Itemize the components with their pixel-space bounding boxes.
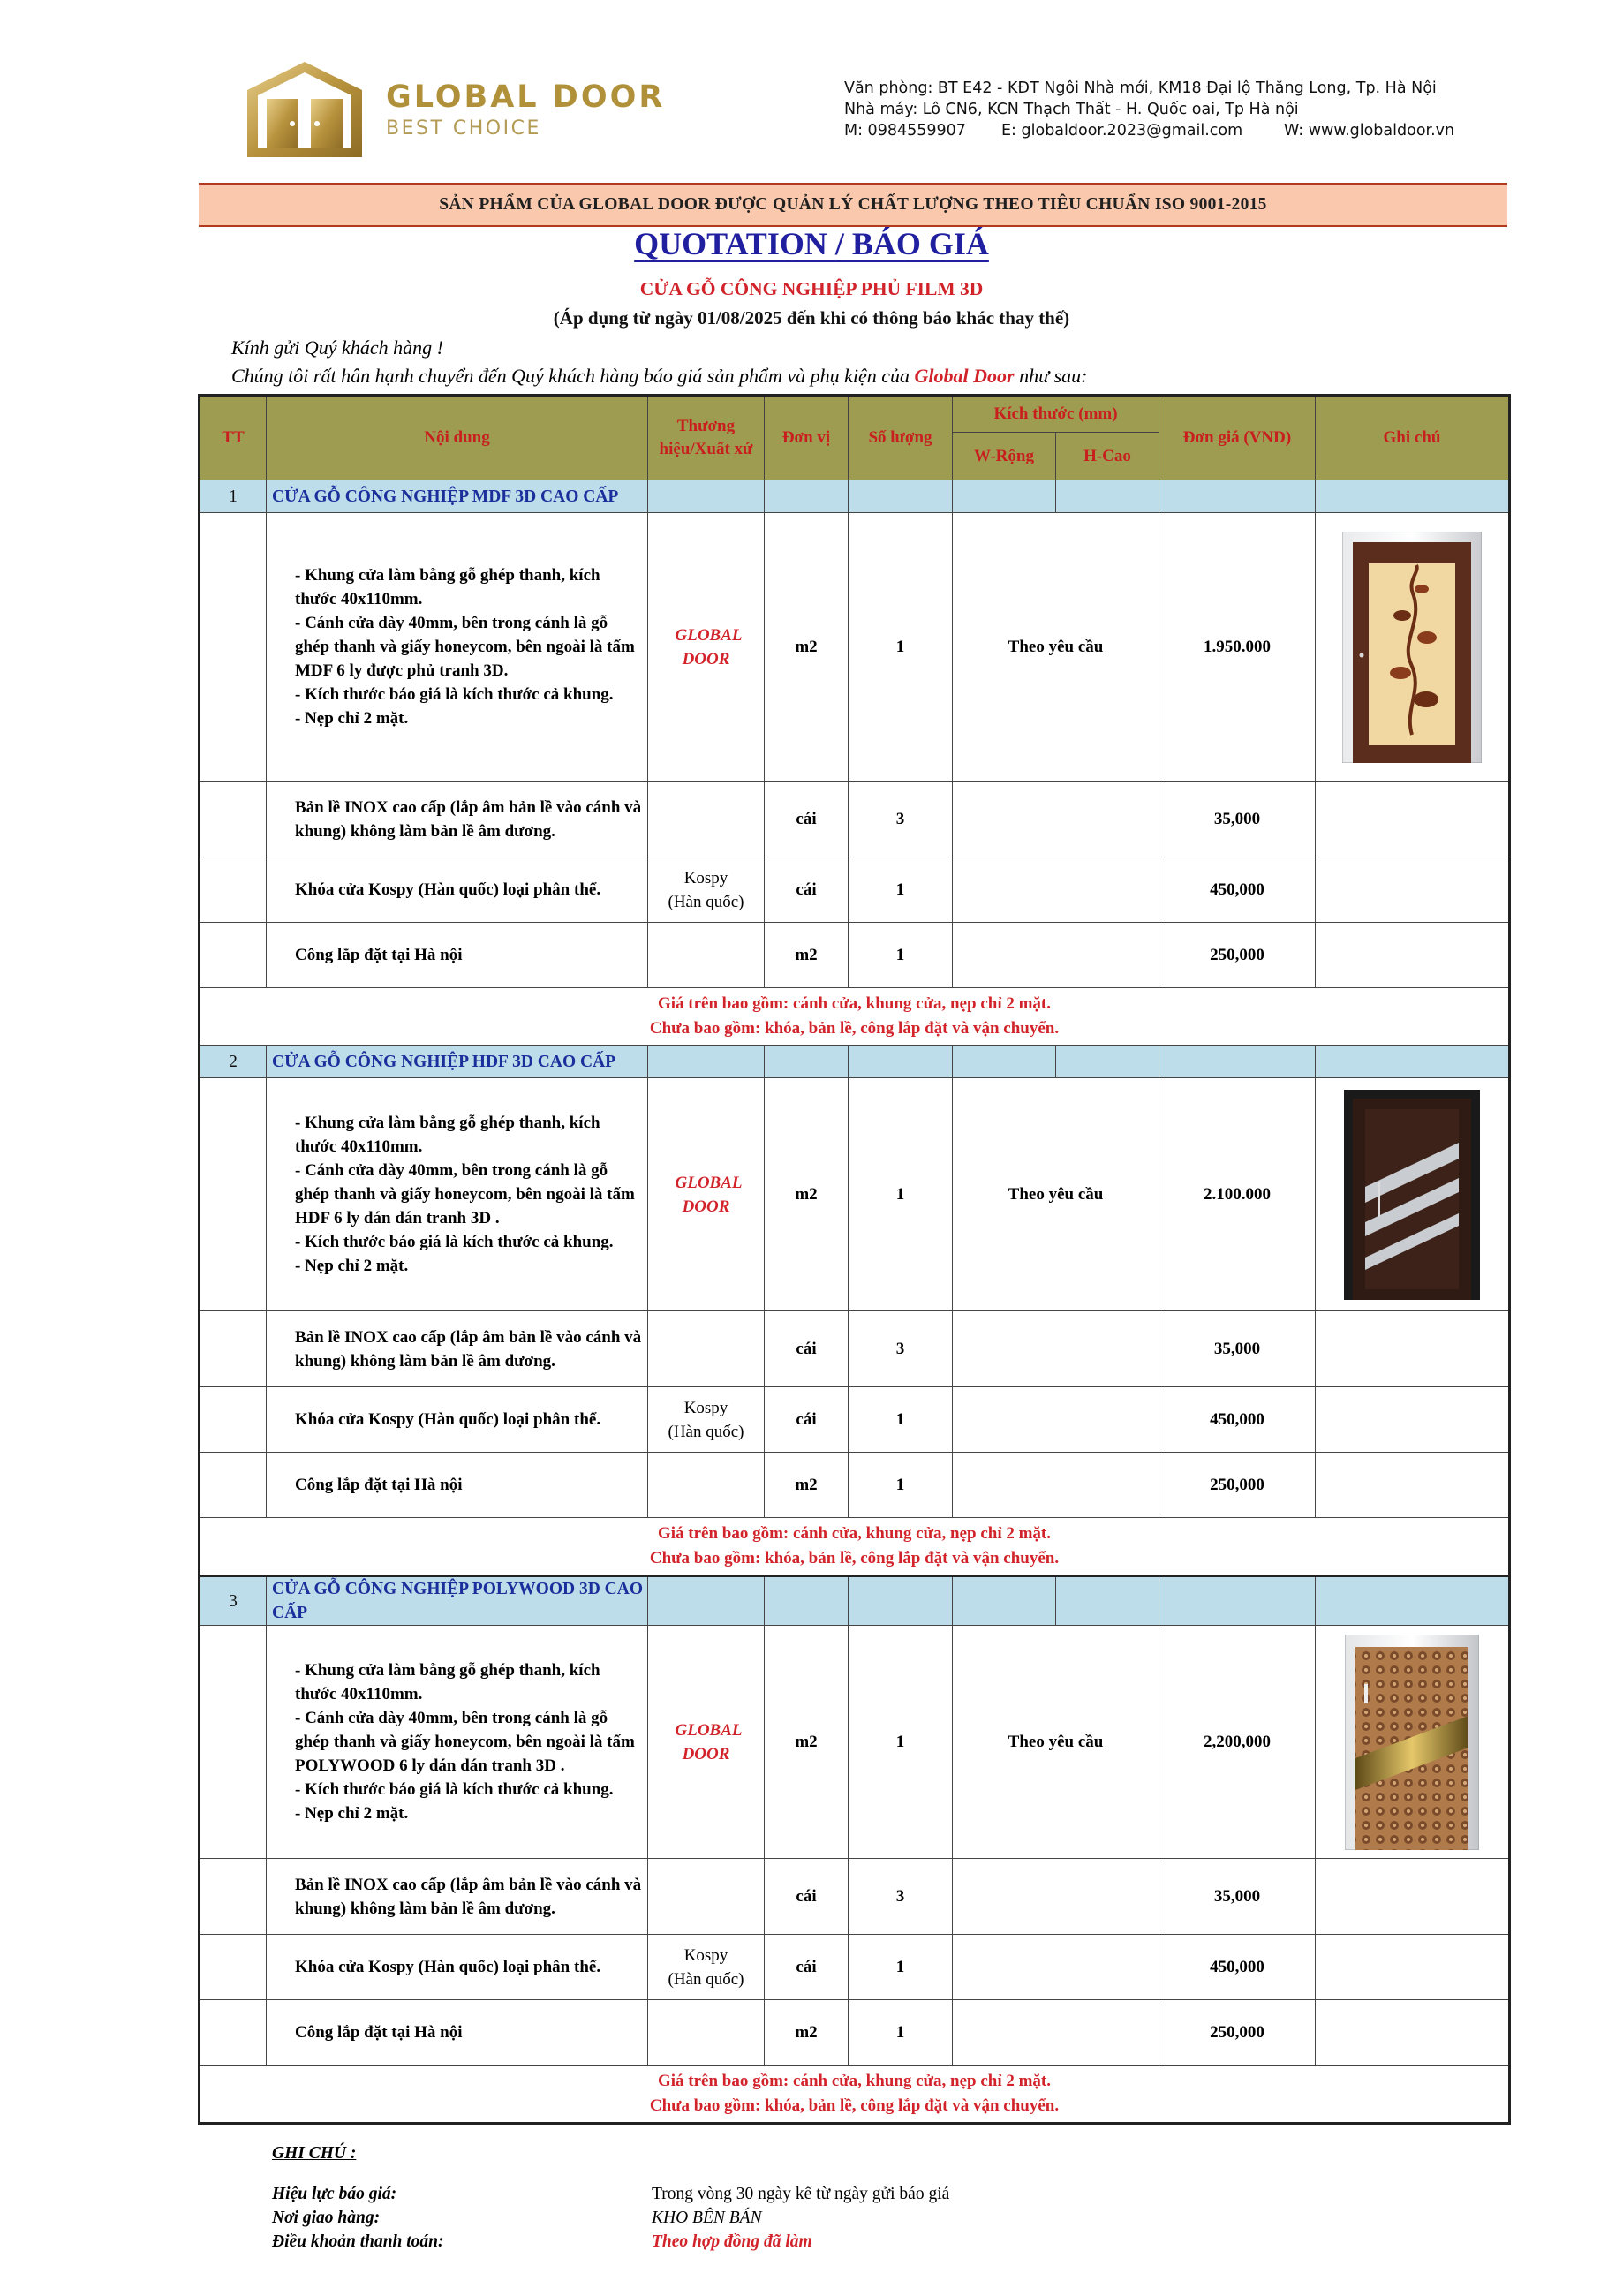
- email: E: globaldoor.2023@gmail.com: [1001, 122, 1243, 140]
- accessory-unit: m2: [765, 2000, 849, 2066]
- accessory-description: Công lắp đặt tại Hà nội: [267, 923, 648, 988]
- item-quantity: 1: [849, 1078, 953, 1311]
- payment-label: Điều khoản thanh toán:: [272, 2232, 444, 2251]
- accessory-description: Khóa cửa Kospy (Hàn quốc) loại phân thể.: [267, 1387, 648, 1453]
- greeting: Kính gửi Quý khách hàng !: [231, 336, 443, 359]
- door-wood-floral-icon: [1342, 532, 1482, 763]
- intro-brand: Global Door: [914, 365, 1015, 387]
- accessory-description: Công lắp đặt tại Hà nội: [267, 1453, 648, 1518]
- item-price: 2.100.000: [1159, 1078, 1316, 1311]
- accessory-brand: Kospy (Hàn quốc): [648, 1387, 765, 1453]
- accessory-description: Bản lề INOX cao cấp (lắp âm bản lề vào cánh và khung) không làm bản lề âm dương.: [267, 782, 648, 857]
- accessory-row-hinge: [200, 1311, 1510, 1387]
- accessory-row-install: [200, 1453, 1510, 1518]
- accessory-description: Khóa cửa Kospy (Hàn quốc) loại phân thể.: [267, 1935, 648, 2000]
- accessory-price: 450,000: [1159, 857, 1316, 923]
- description-text: - Khung cửa làm bằng gỗ ghép thanh, kích thước 40x110mm. - Cánh cửa dày 40mm, bên trong cánh là gỗ ghép thanh và giấy honeycom, bên ngoài là tấm POLYWOOD 6 ly dán dán tranh 3D . - Kích thước báo giá là kích thước cả khung. - Nẹp chỉ 2 mặt.: [295, 1661, 635, 1823]
- item-size: Theo yêu cầu: [953, 1078, 1159, 1311]
- price-includes-note: Giá trên bao gồm: cánh cửa, khung cửa, nẹp chỉ 2 mặt.: [657, 994, 1052, 1013]
- door-image-cell: [1316, 513, 1510, 782]
- door-image-cell: [1316, 1626, 1510, 1859]
- col-header-brand-origin: Thương hiệu/Xuất xứ: [648, 396, 765, 480]
- accessory-unit: cái: [765, 1859, 849, 1935]
- item-unit: m2: [765, 513, 849, 782]
- section-polywood: [200, 1576, 1510, 2124]
- accessory-price: 450,000: [1159, 1935, 1316, 2000]
- section-header-row: [200, 480, 1510, 513]
- accessory-quantity: 3: [849, 1859, 953, 1935]
- price-excludes-note: Chưa bao gồm: khóa, bản lề, công lắp đặt và vận chuyển.: [649, 2096, 1060, 2115]
- iso-banner: SẢN PHẨM CỦA GLOBAL DOOR ĐƯỢC QUẢN LÝ CHẤT LƯỢNG THEO TIÊU CHUẨN ISO 9001-2015: [199, 183, 1507, 227]
- accessory-unit: m2: [765, 1453, 849, 1518]
- accessory-row-install: [200, 923, 1510, 988]
- accessory-quantity: 1: [849, 2000, 953, 2066]
- brand-tagline: BEST CHOICE: [386, 117, 541, 140]
- price-note-row: [200, 1518, 1510, 1576]
- accessory-row-lock: [200, 1387, 1510, 1453]
- accessory-brand: [648, 782, 765, 857]
- section-number: 2: [200, 1046, 267, 1078]
- price-excludes-note: Chưa bao gồm: khóa, bản lề, công lắp đặt và vận chuyển.: [649, 1019, 1060, 1038]
- accessory-quantity: 1: [849, 1387, 953, 1453]
- delivery-value: KHO BÊN BÁN: [652, 2209, 762, 2227]
- item-brand: [648, 513, 765, 782]
- col-header-height: H-Cao: [1056, 433, 1159, 480]
- description-text: - Khung cửa làm bằng gỗ ghép thanh, kích thước 40x110mm. - Cánh cửa dày 40mm, bên trong cánh là gỗ ghép thanh và giấy honeycom, bên ngoài là tấm HDF 6 ly dán dán tranh 3D . - Kích thước báo giá là kích thước cả khung. - Nẹp chỉ 2 mặt.: [295, 1114, 635, 1275]
- accessory-unit: cái: [765, 1387, 849, 1453]
- accessory-row-hinge: [200, 782, 1510, 857]
- accessory-description: Bản lề INOX cao cấp (lắp âm bản lề vào cánh và khung) không làm bản lề âm dương.: [267, 1859, 648, 1935]
- price-includes-note: Giá trên bao gồm: cánh cửa, khung cửa, nẹp chỉ 2 mặt.: [657, 1524, 1052, 1543]
- accessory-price: 250,000: [1159, 1453, 1316, 1518]
- item-description: [267, 1626, 648, 1859]
- description-text: - Khung cửa làm bằng gỗ ghép thanh, kích thước 40x110mm. - Cánh cửa dày 40mm, bên trong cánh là gỗ ghép thanh và giấy honeycom, bên ngoài là tấm MDF 6 ly được phủ tranh 3D. - Kích thước báo giá là kích thước cả khung. - Nẹp chỉ 2 mặt.: [295, 566, 635, 728]
- payment-value: Theo hợp đồng đã làm: [652, 2232, 812, 2251]
- accessory-quantity: 1: [849, 923, 953, 988]
- price-excludes-note: Chưa bao gồm: khóa, bản lề, công lắp đặt và vận chuyển.: [649, 1549, 1060, 1567]
- accessory-row-lock: [200, 857, 1510, 923]
- accessory-quantity: 1: [849, 1935, 953, 2000]
- quotation-table: [198, 394, 1511, 2125]
- door-item-row: [200, 1078, 1510, 1311]
- accessory-unit: cái: [765, 782, 849, 857]
- item-size: Theo yêu cầu: [953, 513, 1159, 782]
- accessory-price: 35,000: [1159, 1859, 1316, 1935]
- accessory-brand: [648, 1453, 765, 1518]
- accessory-unit: cái: [765, 1935, 849, 2000]
- accessory-description: Khóa cửa Kospy (Hàn quốc) loại phân thể.: [267, 857, 648, 923]
- price-includes-note: Giá trên bao gồm: cánh cửa, khung cửa, nẹp chỉ 2 mặt.: [657, 2072, 1052, 2090]
- validity-label: Hiệu lực báo giá:: [272, 2185, 397, 2203]
- item-quantity: 1: [849, 513, 953, 782]
- door-image-cell: [1316, 1078, 1510, 1311]
- intro-text-end: như sau:: [1019, 365, 1088, 387]
- accessory-quantity: 3: [849, 1311, 953, 1387]
- accessory-brand: Kospy (Hàn quốc): [648, 1935, 765, 2000]
- accessory-brand: [648, 1311, 765, 1387]
- col-header-size: Kích thước (mm): [953, 396, 1159, 433]
- item-brand: [648, 1078, 765, 1311]
- item-unit: m2: [765, 1078, 849, 1311]
- accessory-price: 35,000: [1159, 1311, 1316, 1387]
- product-subtitle: CỬA GỖ CÔNG NGHIỆP PHỦ FILM 3D: [639, 278, 984, 299]
- section-title: CỬA GỖ CÔNG NGHIỆP MDF 3D CAO CẤP: [267, 480, 648, 513]
- item-description: [267, 1078, 648, 1311]
- section-hdf: [200, 1046, 1510, 1576]
- intro-text: Chúng tôi rất hân hạnh chuyển đến Quý khách hàng báo giá sản phẩm và phụ kiện của: [231, 365, 910, 387]
- col-header-unit: Đơn vị: [765, 396, 849, 480]
- accessory-row-lock: [200, 1935, 1510, 2000]
- col-header-unit-price: Đơn giá (VND): [1159, 396, 1316, 480]
- section-header-row: [200, 1046, 1510, 1078]
- door-dark-stripes-icon: [1344, 1090, 1480, 1300]
- col-header-width: W-Rộng: [953, 433, 1056, 480]
- item-price: 2,200,000: [1159, 1626, 1316, 1859]
- section-number: 1: [200, 480, 267, 513]
- contact-block: [844, 78, 1515, 141]
- accessory-price: 35,000: [1159, 782, 1316, 857]
- accessory-price: 250,000: [1159, 923, 1316, 988]
- item-brand: [648, 1626, 765, 1859]
- notes-title: GHI CHÚ :: [272, 2144, 357, 2163]
- item-unit: m2: [765, 1626, 849, 1859]
- col-header-tt: TT: [200, 396, 267, 480]
- section-mdf: [200, 480, 1510, 1046]
- item-quantity: 1: [849, 1626, 953, 1859]
- accessory-row-hinge: [200, 1859, 1510, 1935]
- brand-text: GLOBAL DOOR: [675, 1173, 743, 1216]
- accessory-description: Công lắp đặt tại Hà nội: [267, 2000, 648, 2066]
- door-item-row: [200, 1626, 1510, 1859]
- accessory-unit: cái: [765, 857, 849, 923]
- accessory-brand: [648, 2000, 765, 2066]
- accessory-quantity: 3: [849, 782, 953, 857]
- section-title: CỬA GỖ CÔNG NGHIỆP POLYWOOD 3D CAO CẤP: [267, 1576, 648, 1626]
- brand-text: GLOBAL DOOR: [675, 1720, 743, 1764]
- global-door-logo-icon: [244, 60, 366, 159]
- accessory-unit: cái: [765, 1311, 849, 1387]
- intro-line: [231, 365, 1088, 388]
- accessory-unit: m2: [765, 923, 849, 988]
- accessory-price: 250,000: [1159, 2000, 1316, 2066]
- brand-text: GLOBAL DOOR: [675, 625, 743, 668]
- accessory-description: Bản lề INOX cao cấp (lắp âm bản lề vào cánh và khung) không làm bản lề âm dương.: [267, 1311, 648, 1387]
- price-note-row: [200, 2066, 1510, 2124]
- phone: M: 0984559907: [844, 122, 966, 140]
- price-note-row: [200, 988, 1510, 1046]
- accessory-brand: [648, 1859, 765, 1935]
- factory-address: Nhà máy: Lô CN6, KCN Thạch Thất - H. Quốc oai, Tp Hà nội: [844, 101, 1299, 118]
- page-title: QUOTATION / BÁO GIÁ: [634, 226, 989, 261]
- item-price: 1.950.000: [1159, 513, 1316, 782]
- delivery-label: Nơi giao hàng:: [272, 2209, 381, 2227]
- section-header-row: [200, 1576, 1510, 1626]
- validity-value: Trong vòng 30 ngày kể từ ngày gửi báo giá: [652, 2185, 950, 2203]
- item-size: Theo yêu cầu: [953, 1626, 1159, 1859]
- section-number: 3: [200, 1576, 267, 1626]
- door-item-row: [200, 513, 1510, 782]
- office-address: Văn phòng: BT E42 - KĐT Ngôi Nhà mới, KM18 Đại lộ Thăng Long, Tp. Hà Nội: [844, 79, 1437, 97]
- section-title: CỬA GỖ CÔNG NGHIỆP HDF 3D CAO CẤP: [267, 1046, 648, 1078]
- door-gold-pattern-icon: [1345, 1635, 1479, 1850]
- validity-line: (Áp dụng từ ngày 01/08/2025 đến khi có thông báo khác thay thế): [553, 307, 1070, 329]
- brand-name: GLOBAL DOOR: [386, 79, 666, 115]
- col-header-quantity: Số lượng: [849, 396, 953, 480]
- website: W: www.globaldoor.vn: [1284, 122, 1455, 140]
- accessory-price: 450,000: [1159, 1387, 1316, 1453]
- accessory-brand: Kospy (Hàn quốc): [648, 857, 765, 923]
- col-header-note: Ghi chú: [1316, 396, 1510, 480]
- accessory-quantity: 1: [849, 857, 953, 923]
- item-description: [267, 513, 648, 782]
- accessory-brand: [648, 923, 765, 988]
- accessory-quantity: 1: [849, 1453, 953, 1518]
- col-header-content: Nội dung: [267, 396, 648, 480]
- accessory-row-install: [200, 2000, 1510, 2066]
